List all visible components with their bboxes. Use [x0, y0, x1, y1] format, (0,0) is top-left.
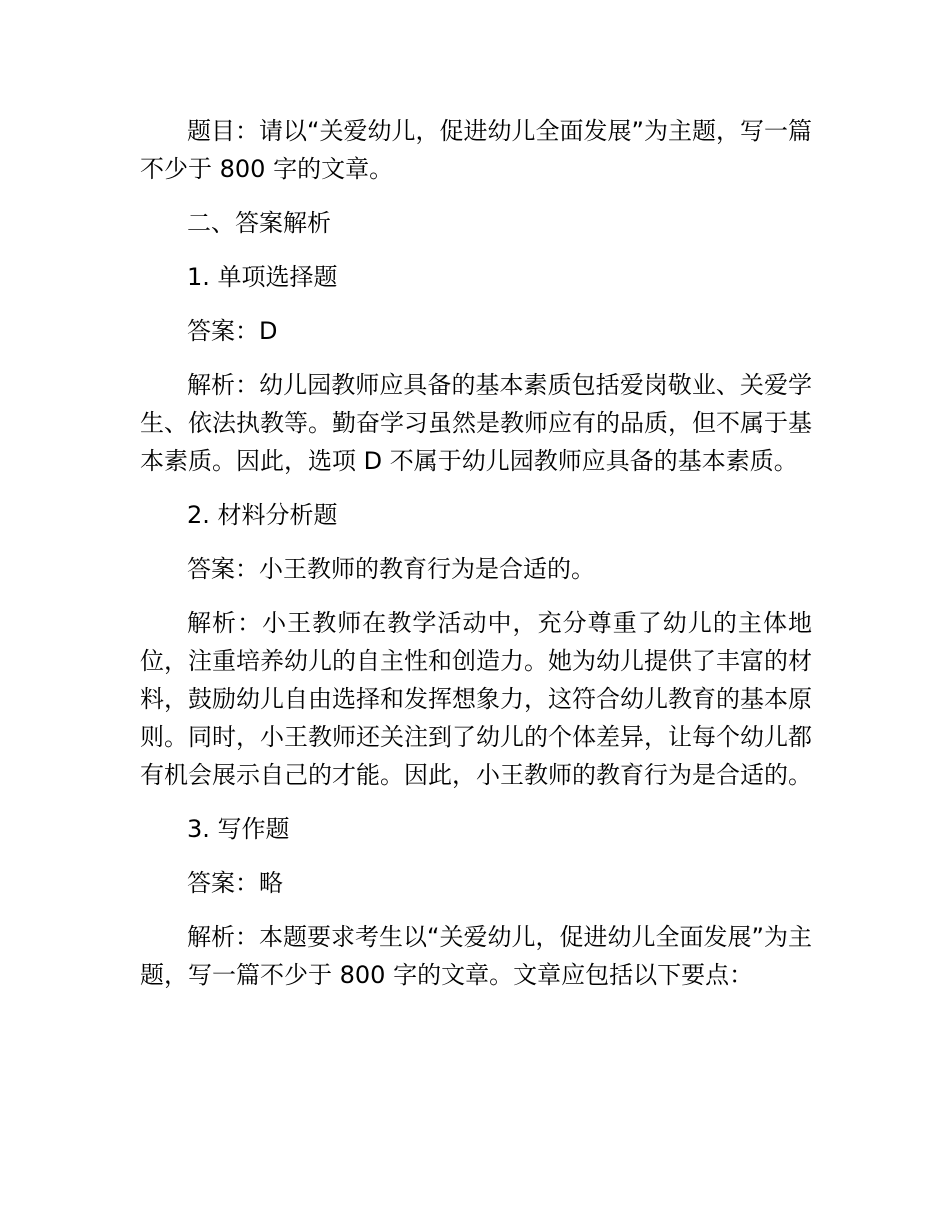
analysis-multiple-choice: 解析：幼儿园教师应具备的基本素质包括爱岗敬业、关爱学生、依法执教等。勤奋学习虽然是教师应有的品质，但不属于基本素质。因此，选项 D 不属于幼儿园教师应具备的基本素质。 [140, 371, 812, 475]
analysis-material-analysis: 解析：小王教师在教学活动中，充分尊重了幼儿的主体地位，注重培养幼儿的自主性和创造力。她为幼儿提供了丰富的材料，鼓励幼儿自由选择和发挥想象力，这符合幼儿教育的基本原则。同时，小王教师还关注到了幼儿的个体差异，让每个幼儿都有机会展示自己的才能。因此，小王教师的教育行为是合适的。 [140, 609, 812, 789]
answer-multiple-choice: 答案：D [187, 317, 278, 345]
subheading-writing: 3. 写作题 [187, 815, 290, 843]
analysis-writing: 解析：本题要求考生以“关爱幼儿，促进幼儿全面发展”为主题，写一篇不少于 800 字的文章。文章应包括以下要点： [140, 923, 812, 989]
document-body [140, 112, 812, 1010]
subheading-material-analysis: 2. 材料分析题 [187, 501, 338, 529]
section-heading-answer-analysis: 二、答案解析 [187, 209, 331, 237]
writing-question-prompt: 题目：请以“关爱幼儿，促进幼儿全面发展”为主题，写一篇不少于 800 字的文章。 [140, 117, 812, 183]
answer-writing: 答案：略 [187, 869, 283, 897]
answer-material-analysis: 答案：小王教师的教育行为是合适的。 [187, 555, 595, 583]
subheading-multiple-choice: 1. 单项选择题 [187, 263, 338, 291]
